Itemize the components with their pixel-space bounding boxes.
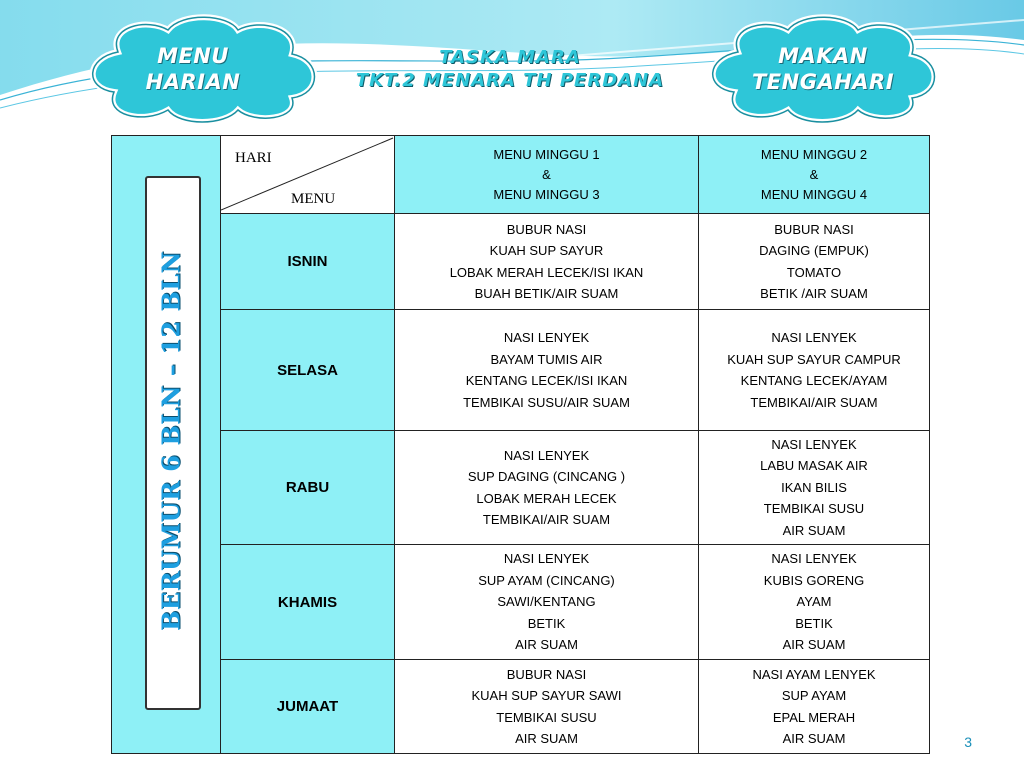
- menu-line: NASI LENYEK: [503, 330, 590, 345]
- day-cell-jumaat: JUMAAT: [221, 660, 395, 754]
- menu-line: SUP AYAM (CINCANG): [478, 572, 615, 588]
- left-cloud-line-2: HARIAN: [145, 70, 241, 94]
- menu-line: LOBAK MERAH LECEK/ISI IKAN: [449, 264, 644, 280]
- menu-line: BETIK /AIR SUAM: [760, 286, 868, 301]
- menu-line: AIR SUAM: [782, 637, 846, 653]
- column-header-line: MENU MINGGU 1: [493, 146, 600, 162]
- menu-line: BETIK: [527, 615, 566, 631]
- menu-line: NASI LENYEK: [771, 551, 857, 567]
- menu-line: AYAM: [796, 594, 832, 610]
- column-header-line: &: [542, 166, 551, 182]
- menu-line: TEMBIKAI SUSU: [496, 709, 597, 725]
- menu-line: LOBAK MERAH LECEK: [476, 490, 617, 506]
- menu-line: IKAN BILIS: [781, 479, 847, 495]
- menu-line: KUAH SUP SAYUR SAWI: [471, 688, 622, 703]
- menu-cell-isnin-week2: [699, 214, 930, 310]
- menu-line: SUP DAGING (CINCANG ): [467, 469, 626, 484]
- menu-cell-selasa-week1: [395, 310, 699, 431]
- menu-table: [111, 135, 930, 754]
- day-cell-khamis: KHAMIS: [221, 545, 395, 660]
- menu-cell-rabu-week2: [699, 431, 930, 545]
- menu-line: BUBUR NASI: [774, 221, 854, 237]
- menu-cell-jumaat-week1: [395, 660, 699, 754]
- menu-line: KUBIS GORENG: [763, 572, 865, 588]
- corner-hari-label: HARI: [235, 150, 272, 166]
- menu-line: NASI LENYEK: [771, 436, 857, 452]
- column-header-week-1-3: [395, 136, 699, 214]
- menu-line: BETIK: [795, 615, 833, 631]
- menu-line: TEMBIKAI SUSU/AIR SUAM: [463, 394, 630, 410]
- menu-cell-khamis-week1: [395, 545, 699, 660]
- column-header-line: MENU MINGGU 3: [493, 186, 600, 202]
- table-header-row: [112, 136, 930, 214]
- corner-cell: [221, 136, 395, 214]
- table-row: [112, 660, 930, 754]
- page-number: 3: [964, 734, 972, 750]
- menu-line: TEMBIKAI/AIR SUAM: [482, 512, 611, 527]
- menu-line: SAWI/KENTANG: [497, 594, 596, 610]
- menu-line: KENTANG LECEK/ISI IKAN: [465, 373, 628, 388]
- menu-cell-khamis-week2: [699, 545, 930, 660]
- menu-line: EPAL MERAH: [772, 709, 856, 725]
- menu-line: KUAH SUP SAYUR: [489, 243, 604, 258]
- menu-line: TEMBIKAI/AIR SUAM: [750, 394, 878, 410]
- menu-line: AIR SUAM: [515, 731, 578, 746]
- right-cloud-label: [738, 43, 908, 95]
- menu-line: KENTANG LECEK/AYAM: [740, 373, 888, 388]
- menu-cell-selasa-week2: [699, 310, 930, 431]
- table-row: [112, 545, 930, 660]
- menu-line: TOMATO: [786, 264, 842, 280]
- left-cloud-label: [118, 43, 268, 95]
- page-title: [330, 46, 690, 92]
- menu-line: NASI AYAM LENYEK: [752, 666, 876, 682]
- menu-line: AIR SUAM: [782, 522, 846, 538]
- left-cloud-line-1: MENU: [157, 44, 229, 68]
- menu-line: DAGING (EMPUK): [759, 243, 869, 258]
- column-header-line: MENU MINGGU 4: [760, 186, 868, 202]
- menu-line: AIR SUAM: [782, 731, 846, 746]
- menu-line: BAYAM TUMIS AIR: [490, 351, 603, 367]
- title-line-1: TASKA MARA: [439, 47, 581, 68]
- day-cell-isnin: ISNIN: [221, 214, 395, 310]
- menu-line: SUP AYAM: [781, 688, 847, 703]
- day-cell-selasa: SELASA: [221, 310, 395, 431]
- menu-line: NASI LENYEK: [503, 551, 590, 567]
- column-header-line: &: [809, 166, 819, 182]
- right-cloud-line-2: TENGAHARI: [751, 70, 895, 94]
- menu-line: NASI LENYEK: [771, 330, 857, 345]
- menu-line: AIR SUAM: [515, 637, 578, 653]
- column-header-line: MENU MINGGU 2: [760, 146, 868, 162]
- menu-line: NASI LENYEK: [503, 447, 590, 463]
- menu-cell-rabu-week1: [395, 431, 699, 545]
- menu-line: KUAH SUP SAYUR CAMPUR: [727, 351, 901, 367]
- menu-line: BUBUR NASI: [506, 221, 587, 237]
- menu-line: BUAH BETIK/AIR SUAM: [474, 286, 619, 301]
- day-cell-rabu: RABU: [221, 431, 395, 545]
- menu-cell-jumaat-week2: [699, 660, 930, 754]
- menu-line: TEMBIKAI SUSU: [763, 501, 865, 517]
- corner-menu-label: MENU: [291, 191, 336, 207]
- age-label: BERUMUR 6 BLN – 12 BLN: [156, 251, 186, 631]
- menu-cell-isnin-week1: [395, 214, 699, 310]
- column-header-week-2-4: [699, 136, 930, 214]
- table-row: [112, 431, 930, 545]
- right-cloud-line-1: MAKAN: [778, 44, 868, 68]
- table-row: [112, 214, 930, 310]
- table-row: [112, 310, 930, 431]
- title-line-2: TKT.2 MENARA TH PERDANA: [355, 70, 665, 91]
- menu-line: LABU MASAK AIR: [760, 458, 868, 474]
- menu-line: BUBUR NASI: [506, 666, 587, 682]
